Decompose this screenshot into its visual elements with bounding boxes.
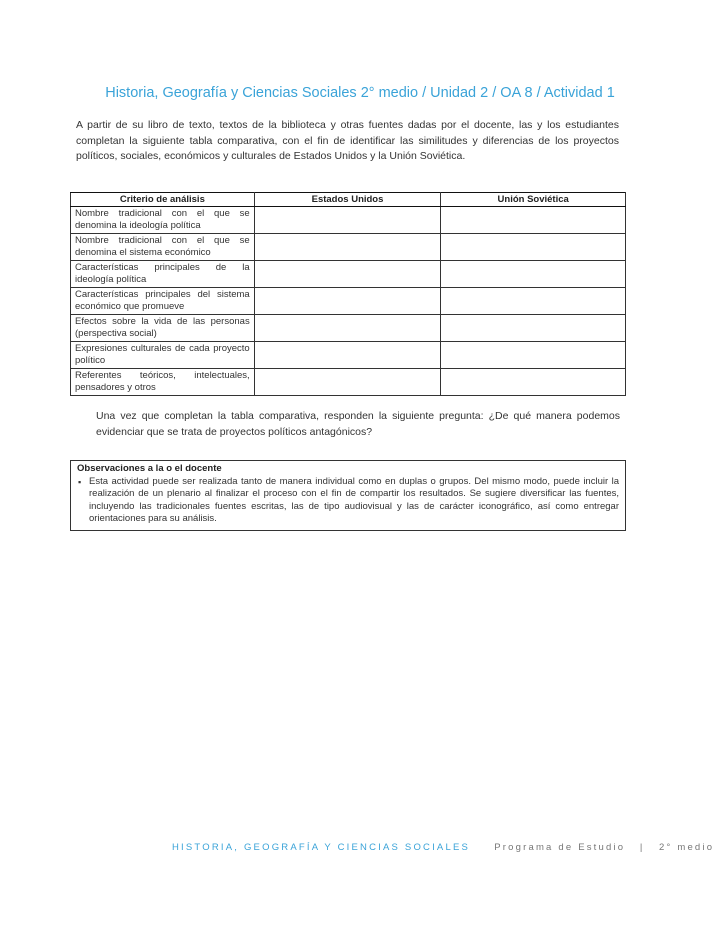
criterion-cell: Características principales del sistema económico que promueve — [71, 288, 255, 315]
table-row — [71, 207, 626, 234]
table-row — [71, 342, 626, 369]
table-header-row — [71, 193, 626, 207]
table-row — [71, 315, 626, 342]
union-sovietica-cell[interactable] — [441, 342, 626, 369]
criterion-cell: Nombre tradicional con el que se denomina la ideología política — [71, 207, 255, 234]
criterion-cell: Efectos sobre la vida de las personas (perspectiva social) — [71, 315, 255, 342]
footer-separator: | — [639, 842, 645, 853]
estados-unidos-cell[interactable] — [254, 315, 441, 342]
page-title: Historia, Geografía y Ciencias Sociales 2° medio / Unidad 2 / OA 8 / Actividad 1 — [105, 85, 615, 101]
estados-unidos-cell[interactable] — [254, 369, 441, 396]
teacher-observations-box — [70, 460, 626, 531]
header-union-sovietica: Unión Soviética — [441, 193, 626, 207]
intro-paragraph: A partir de su libro de texto, textos de la biblioteca y otras fuentes dadas por el docente, las y los estudiantes completan la siguiente tabla comparativa, con el fin de identificar las similitudes y diferencias de los proyectos políticos, sociales, económicos y culturales de Estados Unidos y la Unión Soviética. — [76, 119, 619, 162]
estados-unidos-cell[interactable] — [254, 342, 441, 369]
criterion-cell: Características principales de la ideología política — [71, 261, 255, 288]
estados-unidos-cell[interactable] — [254, 288, 441, 315]
observation-item — [89, 476, 619, 526]
comparison-table — [70, 192, 626, 396]
union-sovietica-cell[interactable] — [441, 234, 626, 261]
guiding-question: Una vez que completan la tabla comparativa, responden la siguiente pregunta: ¿De qué manera podemos evidenciar que se trata de proyectos políticos antagónicos? — [96, 410, 620, 438]
table-row — [71, 234, 626, 261]
header-criterio: Criterio de análisis — [71, 193, 255, 207]
footer-subject: HISTORIA, GEOGRAFÍA Y CIENCIAS SOCIALES — [172, 842, 471, 853]
footer-program: Programa de Estudio — [494, 842, 626, 853]
observations-list — [77, 476, 619, 526]
criterion-cell: Expresiones culturales de cada proyecto político — [71, 342, 255, 369]
footer-grade: 2° medio — [659, 842, 715, 853]
estados-unidos-cell[interactable] — [254, 234, 441, 261]
union-sovietica-cell[interactable] — [441, 288, 626, 315]
union-sovietica-cell[interactable] — [441, 315, 626, 342]
estados-unidos-cell[interactable] — [254, 261, 441, 288]
union-sovietica-cell[interactable] — [441, 261, 626, 288]
page-footer — [172, 842, 714, 853]
table-row — [71, 369, 626, 396]
table-row — [71, 261, 626, 288]
union-sovietica-cell[interactable] — [441, 369, 626, 396]
header-estados-unidos: Estados Unidos — [254, 193, 441, 207]
observation-text: Esta actividad puede ser realizada tanto de manera individual como en duplas o grupos. Del mismo modo, puede incluir la realización de un plenario al finalizar el proceso con el fin de compartir los resultados. — [89, 475, 619, 499]
criterion-cell: Nombre tradicional con el que se denomina el sistema económico — [71, 234, 255, 261]
criterion-cell: Referentes teóricos, intelectuales, pensadores y otros — [71, 369, 255, 396]
observation-text-continued: Se sugiere diversificar las fuentes, incluyendo las tradicionales fuentes escritas, las de tipo audiovisual y las de carácter iconográfico, así como entregar orientaciones para su análisis. — [89, 488, 620, 524]
observations-title: Observaciones a la o el docente — [77, 463, 222, 474]
table-row — [71, 288, 626, 315]
union-sovietica-cell[interactable] — [441, 207, 626, 234]
estados-unidos-cell[interactable] — [254, 207, 441, 234]
